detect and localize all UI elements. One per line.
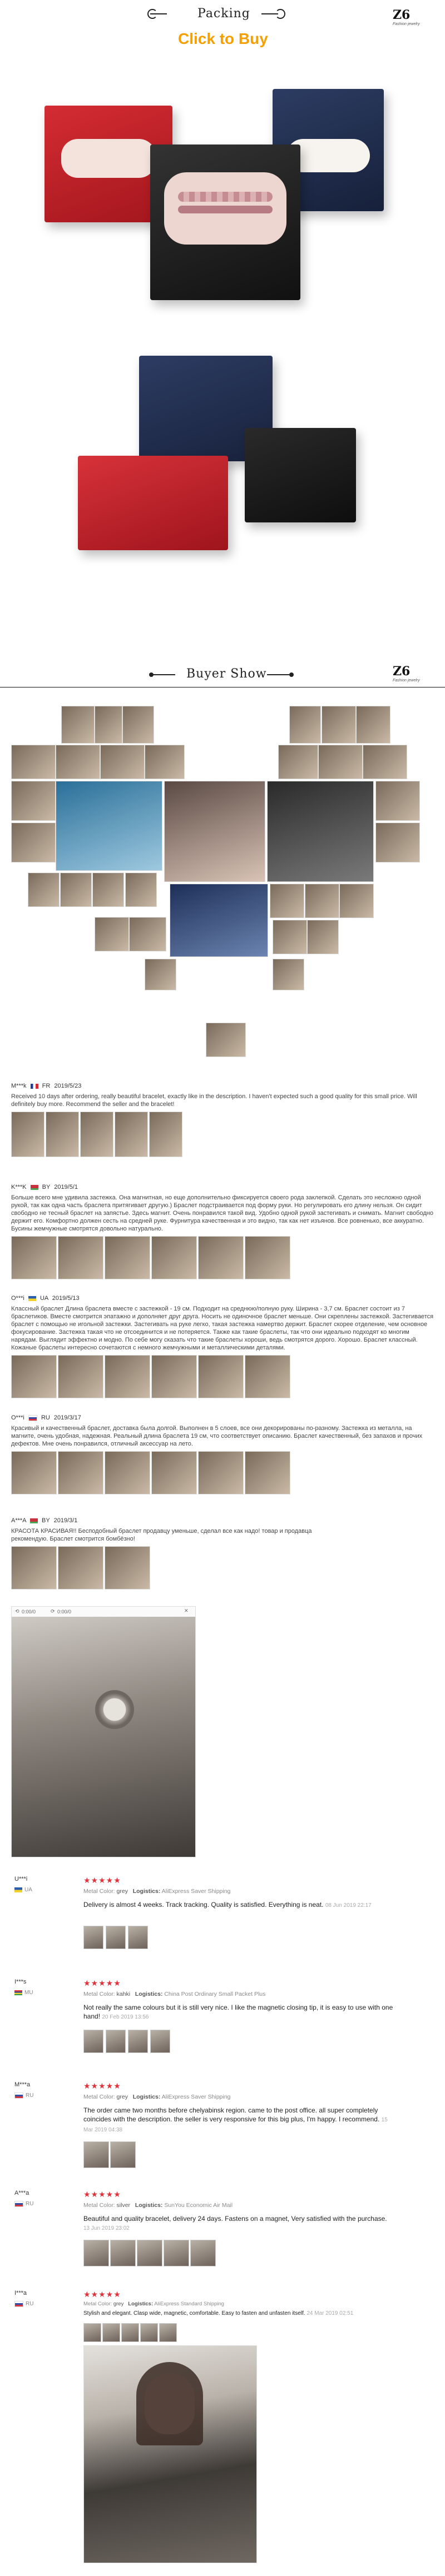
logistics-value: SunYou Economic Air Mail [164, 2202, 233, 2209]
collage-photo [278, 745, 318, 779]
review-photo[interactable] [11, 1355, 57, 1398]
flag-by-icon [30, 1518, 38, 1523]
bracelet-pink [178, 192, 273, 202]
photo-viewer-image [12, 1617, 195, 1857]
color-label: Metal Color: [83, 1991, 115, 1997]
logistics-value: AliExpress Saver Shipping [161, 2094, 231, 2100]
reviewer-name: K***K [11, 1184, 27, 1190]
sku-info [83, 2202, 233, 2209]
feedback-photo[interactable] [159, 2323, 177, 2342]
collage-photo [375, 823, 420, 863]
collage-photo [318, 745, 363, 779]
buyer-country-code: RU [26, 2201, 34, 2208]
feedback-body: Stylish and elegant. Clasp wide, magnetic, comfortable. Easy to fasten and unfasten itself. [83, 2310, 305, 2316]
color-label: Metal Color: [83, 2094, 115, 2100]
reviewer-country: RU [41, 1414, 50, 1421]
review-photo[interactable] [11, 1546, 57, 1590]
feedback-body: The order came two months before chelyabinsk region. came to the post office. all super completely coincides with the description. the seller is very responsive for this big plus, I'm happy. I recommend. [83, 2106, 380, 2123]
collage-photo [145, 745, 185, 779]
packing-header [0, 0, 445, 26]
review-4 [11, 1414, 434, 1496]
black-box-closed [245, 428, 356, 522]
reviewer-country: FR [42, 1083, 51, 1089]
buyer-country [14, 2201, 33, 2207]
reviewer-name: M***k [11, 1083, 27, 1089]
reviewer-name: A***A [11, 1517, 26, 1524]
feedback-photo[interactable] [106, 2030, 126, 2053]
metal-color: grey [116, 2094, 128, 2100]
flag-ru-icon [14, 2301, 23, 2307]
review-photo[interactable] [11, 1112, 44, 1157]
logistics-value: AliExpress Standard Shipping [154, 2301, 224, 2307]
collage-photo [273, 959, 304, 990]
collage-photo [92, 873, 124, 907]
feedback-text [83, 1900, 395, 1910]
collage-photo [375, 781, 420, 821]
collage-photo [270, 884, 304, 918]
buyer-show-header [0, 664, 445, 686]
buyer-name: A***a [14, 2190, 29, 2196]
brand-logo-tagline: Fashion jewelry [393, 679, 420, 682]
feedback-photo[interactable] [137, 2240, 162, 2266]
buyer-country [14, 2092, 33, 2099]
star-rating: ★★★★★ [83, 2290, 121, 2299]
review-text: КРАСОТА КРАСИВАЯ!! Бесподобный браслет продавцу уменьше, сделал все как надо! товар и продавца рекомендую. Браслет смотрится бомбёзно! [11, 1528, 312, 1542]
feedback-text [83, 2003, 395, 2022]
feedback-2 [11, 1979, 434, 2067]
collage-photo-large [267, 781, 374, 882]
reviewer-country: BY [42, 1184, 51, 1190]
reviewer-name: O***i [11, 1414, 24, 1421]
click-to-buy-link[interactable]: Click to Buy [178, 30, 268, 47]
review-photo[interactable] [80, 1112, 113, 1157]
review-photo[interactable] [11, 1236, 57, 1279]
flag-mu-icon [14, 1990, 22, 1995]
buyer-name: I***s [14, 1979, 27, 1985]
collage-photo [11, 823, 56, 863]
toolbar-mid-text: 0:00/0 [57, 1609, 72, 1615]
feedback-photo[interactable] [164, 2240, 189, 2266]
review-photo[interactable] [105, 1451, 150, 1494]
review-header [11, 1517, 434, 1524]
collage-photo [61, 706, 95, 744]
feedback-photo[interactable] [128, 1926, 148, 1949]
reviewer-country: BY [42, 1517, 50, 1524]
feedback-photo[interactable] [128, 2030, 148, 2053]
rotate-icon[interactable]: ⟲ [15, 1608, 19, 1614]
color-label: Metal Color: [83, 2301, 112, 2307]
buyer-show-heart-collage [11, 706, 434, 1056]
star-rating: ★★★★★ [83, 1979, 121, 1987]
buyer-country [14, 1887, 32, 1893]
feedback-date: 08 Jun 2019 22:17 [325, 1902, 372, 1909]
ornament-left [153, 674, 175, 675]
review-5 [11, 1517, 434, 1591]
feedback-date: 15 Mar 2019 04:38 [83, 2117, 388, 2133]
feedback-photo[interactable] [83, 2141, 109, 2168]
feedback-photo[interactable] [83, 2030, 103, 2053]
feedback-photo[interactable] [140, 2323, 158, 2342]
flag-by-icon [31, 1185, 38, 1190]
review-date: 2019/5/13 [52, 1295, 80, 1302]
review-photo[interactable] [245, 1355, 290, 1398]
collage-photo [145, 959, 176, 990]
feedback-photo[interactable] [106, 1926, 126, 1949]
flag-ua-icon [14, 1887, 22, 1892]
toolbar-left-text: 0:00/0 [22, 1609, 36, 1615]
buyer-show-title: Buyer Show [186, 667, 267, 681]
review-photo[interactable] [115, 1112, 148, 1157]
reviewer-country: UA [39, 1295, 48, 1302]
refresh-icon[interactable]: ⟳ [51, 1608, 55, 1614]
review-text: Больше всего мне удивила застежка. Она магнитная, но еще дополнительно фиксируется своего рода заклепкой. Сделать это несложно одной рукой, так как одна часть браслета притягивает другую.) Браслет подстраивается под форму руки. Но регулировать его длину нельзя. Он сидит свободно не тесный браслет на запястье. Здесь магнит. Очень понравился такой вид. Удобно одной рукой застегивать и снимать. Магнит свободно держит его. Комфортно должен сесть на средней руке. Фурнитура качественная и это видно, так как нет изъянов. Все ровненько, все аккуратно. Бусины жемчужные смотрятся довольно натурально. [11, 1194, 433, 1232]
review-text: Красивый и качественный браслет, доставка была долгой. Выполнен в 5 слоев, все они декорированы по-разному. Застежка из металла, на магните, очень удобная, надежная. Реальный длина браслета 19 см, что соответствует описанию. Браслет качественный, без запахов и прочих дефектов. Мне очень понравился, отличный аксессуар на лето. [11, 1425, 423, 1447]
star-rating: ★★★★★ [83, 2190, 121, 2199]
feedback-photo[interactable] [110, 2141, 136, 2168]
logistics-label: Logistics: [132, 1888, 161, 1895]
ornament-right-swirl [275, 9, 285, 19]
red-box-cushion [61, 139, 156, 178]
brand-logo [393, 664, 426, 682]
review-photo[interactable] [105, 1546, 150, 1590]
color-label: Metal Color: [83, 2202, 115, 2209]
feedback-4 [11, 2190, 434, 2279]
collage-photo [273, 920, 307, 954]
photo-viewer-toolbar [12, 1607, 195, 1617]
brand-logo-tagline: Fashion jewelry [393, 22, 420, 26]
collage-photo [28, 873, 60, 907]
review-photo[interactable] [105, 1236, 150, 1279]
star-rating: ★★★★★ [83, 1876, 121, 1885]
buyer-country-code: UA [24, 1887, 32, 1893]
collage-photo [95, 917, 129, 951]
feedback-text [83, 2214, 395, 2233]
feedback-5 [11, 2290, 434, 2568]
feedback-date: 24 Mar 2019 02:51 [306, 2310, 354, 2316]
feedback-date: 20 Feb 2019 13:56 [102, 2014, 149, 2020]
review-photo[interactable] [245, 1451, 290, 1494]
sku-info [83, 1991, 265, 1997]
logistics-value: AliExpress Saver Shipping [161, 1888, 231, 1895]
feedback-body: Beautiful and quality bracelet, delivery 24 days. Fastens on a magnet, Very satisfied with the purchase. [83, 2215, 387, 2223]
collage-photo-bracelet-blue [170, 884, 268, 957]
bracelet-pink-2 [178, 206, 273, 213]
buyer-country-code: RU [26, 2301, 34, 2308]
logistics-label: Logistics: [132, 2094, 161, 2100]
review-photo[interactable] [58, 1355, 103, 1398]
review-header [11, 1083, 434, 1089]
ornament-left-swirl [147, 9, 157, 19]
sku-info [83, 1888, 230, 1895]
review-text: Received 10 days after ordering, really beautiful bracelet, exactly like in the description. I haven't expected such a good quality for this small price. Will definitely buy more. Recommend the seller and the bracelet! [11, 1093, 417, 1108]
feedback-photo[interactable] [121, 2323, 139, 2342]
brand-logo-mark: Z6 [393, 664, 411, 679]
metal-color: kahki [116, 1991, 131, 1997]
review-photo[interactable] [105, 1355, 150, 1398]
feedback-body: Delivery is almost 4 weeks. Track tracking. Quality is satisfied. Everything is neat. [83, 1901, 324, 1909]
collage-photo [60, 873, 92, 907]
collage-photo [95, 706, 122, 744]
review-photo[interactable] [151, 1355, 197, 1398]
buyer-name: M***a [14, 2081, 31, 2088]
review-date: 2019/5/1 [54, 1184, 78, 1190]
feedback-photo[interactable] [102, 2323, 120, 2342]
feedback-3 [11, 2081, 434, 2176]
logistics-label: Logistics: [135, 1991, 163, 1997]
flag-ru-icon [14, 2201, 23, 2207]
flag-ru-icon [14, 2092, 23, 2099]
review-text: Классный браслет Длина браслета вместе с застежкой - 19 см. Подходит на среднюю/полную руку. Ширина - 3,7 см. Браслет состоит из 7 браслетиков. Вместе смотрится эпатажно и дополняет друг друга. Носить не одиночное браслет меньше. Они скреплены застежкой. Застегивается браслет с помощью не игольной застежки. Застегивать на руке легко, такая застежка намертво держит. Браслет скорее отделение, чем основное фокусирование. Застежка такая что не отсоединится и не потеряется. Также как такие браслеты, так что они идеально подходят ко многим нарядам. Выглядит эффектно и модно. По себе могу сказать что такие браслеты хороши, ведь смотрятся дорого. Хорошо. Браслет классный. Кожаные браслеты интересно сочетаются с немного жемчужными и металлическими деталями. [11, 1306, 434, 1351]
review-photo[interactable] [198, 1236, 244, 1279]
feedback-body: Not really the same colours but it is still very nice. I like the magnetic closing tip, it is easy to use with one hand! [83, 2004, 393, 2020]
packing-photo-closed-boxes [67, 356, 378, 567]
color-label: Metal Color: [83, 1888, 115, 1895]
metal-color: grey [116, 1888, 128, 1895]
collage-photo [322, 706, 356, 744]
review-photo[interactable] [58, 1451, 103, 1494]
collage-photo [122, 706, 154, 744]
review-photo[interactable] [198, 1451, 244, 1494]
feedback-photo[interactable] [190, 2240, 216, 2266]
review-header [11, 1295, 434, 1302]
review-photo[interactable] [151, 1236, 197, 1279]
collage-photo [339, 884, 374, 918]
review-3 [11, 1295, 434, 1399]
collage-photo-woman [164, 781, 265, 882]
buyer-country-code: MU [24, 1990, 33, 1996]
feedback-date: 13 Jun 2019 23:02 [83, 2225, 130, 2231]
ornament-dot-right [289, 672, 294, 677]
buyer-country [14, 2301, 33, 2307]
feedback-1 [11, 1876, 434, 1970]
collage-photo [56, 745, 100, 779]
flag-ua-icon [28, 1296, 36, 1301]
reviewer-name: O***i [11, 1295, 24, 1302]
logistics-value: China Post Ordinary Small Packet Plus [164, 1991, 266, 1997]
ornament-right [267, 674, 289, 675]
review-header [11, 1414, 434, 1421]
photo-viewer[interactable] [11, 1606, 196, 1857]
feedback-photo[interactable] [83, 1926, 103, 1949]
brand-logo-mark: Z6 [393, 8, 411, 22]
ornament-dot-left [149, 672, 154, 677]
review-photo[interactable] [149, 1112, 182, 1157]
feedback-photo[interactable] [83, 2323, 101, 2342]
review-photo[interactable] [58, 1236, 103, 1279]
feedback-photo[interactable] [150, 2030, 170, 2053]
watch-on-wrist [95, 1690, 134, 1729]
review-photo[interactable] [58, 1546, 103, 1590]
close-icon[interactable]: ✕ [184, 1608, 189, 1613]
model-hair [136, 2362, 203, 2445]
collage-photo [289, 706, 321, 744]
logistics-label: Logistics: [135, 2202, 163, 2209]
collage-photo [206, 1023, 246, 1057]
collage-photo [307, 920, 339, 954]
star-rating: ★★★★★ [83, 2081, 121, 2090]
collage-photo [356, 706, 390, 744]
brand-logo [393, 8, 426, 26]
review-date: 2019/3/1 [53, 1517, 78, 1524]
review-photo[interactable] [151, 1451, 197, 1494]
logistics-label: Logistics: [128, 2301, 154, 2307]
buyer-country-code: RU [26, 2092, 34, 2099]
feedback-photo[interactable] [110, 2240, 136, 2266]
feedback-photo[interactable] [83, 2240, 109, 2266]
collage-photo [363, 745, 407, 779]
collage-photo [129, 917, 166, 951]
review-header [11, 1184, 434, 1190]
metal-color: silver [116, 2202, 131, 2209]
buyer-name: I***a [14, 2290, 27, 2296]
collage-photo [11, 781, 56, 821]
flag-ru-icon [28, 1415, 37, 1421]
review-photo[interactable] [245, 1236, 290, 1279]
feedback-text [83, 2310, 395, 2317]
buyer-name: U***i [14, 1876, 28, 1882]
red-box-closed [78, 456, 228, 550]
packing-photo-open-boxes [33, 78, 412, 311]
review-date: 2019/5/23 [54, 1083, 82, 1089]
sku-info [83, 2094, 230, 2100]
review-date: 2019/3/17 [53, 1414, 81, 1421]
review-1 [11, 1083, 434, 1159]
collage-photo [305, 884, 339, 918]
review-photo[interactable] [46, 1112, 79, 1157]
collage-photo [100, 745, 145, 779]
flag-fr-icon [31, 1084, 38, 1089]
buyer-country [14, 1990, 33, 1996]
collage-photo-large [56, 781, 162, 871]
metal-color: grey [113, 2301, 124, 2307]
feedback-text [83, 2106, 395, 2135]
review-2 [11, 1184, 434, 1280]
collage-photo [125, 873, 157, 907]
review-photo[interactable] [11, 1451, 57, 1494]
sku-info [83, 2301, 224, 2307]
packing-title: Packing [197, 7, 250, 21]
review-photo[interactable] [198, 1355, 244, 1398]
collage-photo [11, 745, 56, 779]
